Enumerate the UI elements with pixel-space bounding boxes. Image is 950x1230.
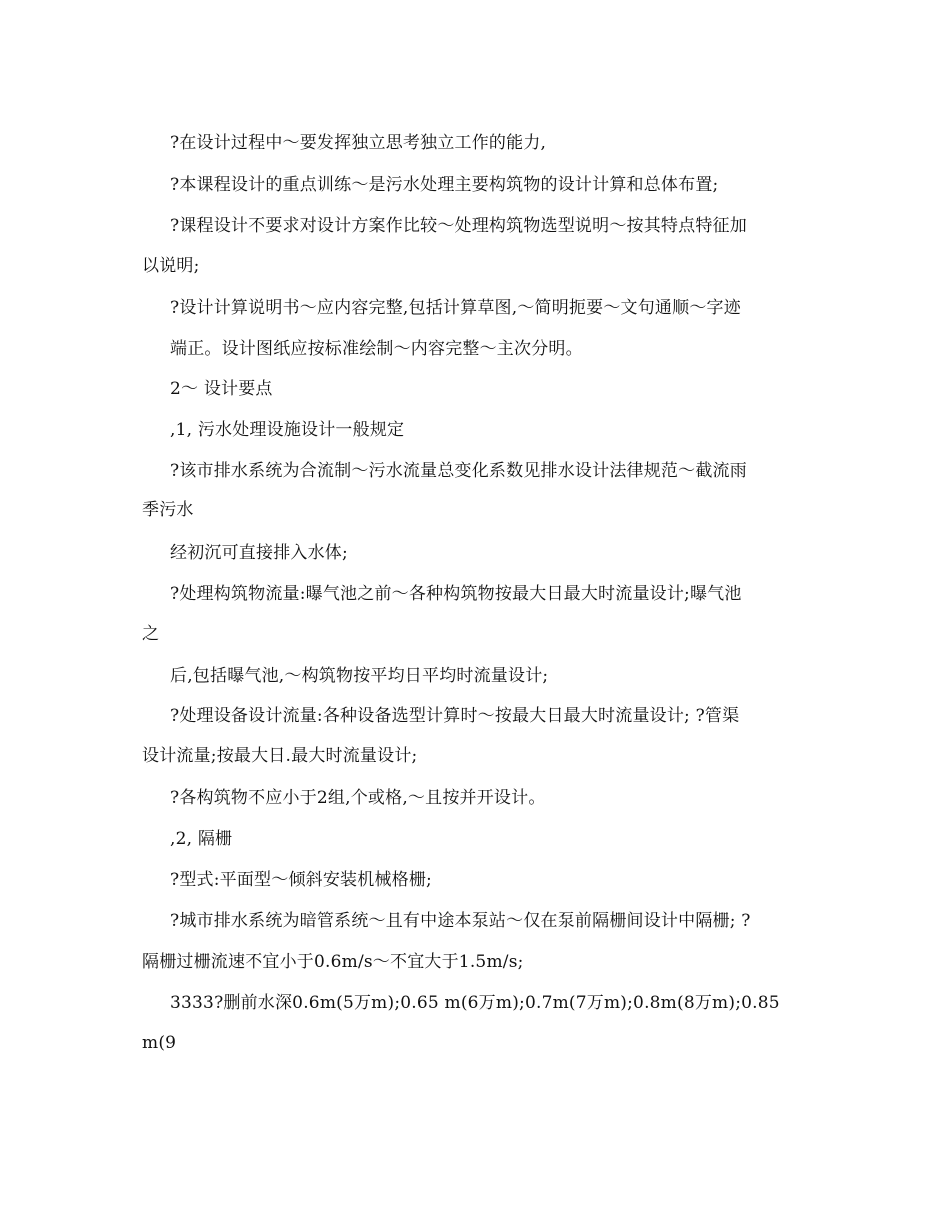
text-line: ?在设计过程中～要发挥独立思考独立工作的能力, xyxy=(170,133,547,153)
subsection-heading: ,2, 隔栅 xyxy=(170,829,233,849)
text-line: ?各构筑物不应小于2组,个或格,～且按并开设计。 xyxy=(170,788,546,808)
text-line: 以说明; xyxy=(142,256,200,276)
text-line: ?设计计算说明书～应内容完整,包括计算草图,～简明扼要～文句通顺～字迹 xyxy=(170,298,741,318)
text-line: ?本课程设计的重点训练～是污水处理主要构筑物的设计计算和总体布置; xyxy=(170,175,719,195)
text-line: 设计流量;按最大日.最大时流量设计; xyxy=(142,746,418,766)
text-line: ?处理设备设计流量:各种设备选型计算时～按最大日最大时流量设计; ?管渠 xyxy=(170,706,740,726)
subsection-heading: ,1, 污水处理设施设计一般规定 xyxy=(170,420,405,440)
text-line: 隔栅过栅流速不宜小于0.6m/s～不宜大于1.5m/s; xyxy=(142,952,524,972)
text-line: ?课程设计不要求对设计方案作比较～处理构筑物选型说明～按其特点特征加 xyxy=(170,216,747,236)
text-line: m(9 xyxy=(142,1033,177,1053)
text-line: ?该市排水系统为合流制～污水流量总变化系数见排水设计法律规范～截流雨 xyxy=(170,461,747,481)
text-line: 3333?删前水深0.6m(5万m);0.65 m(6万m);0.7m(7万m);0.8m(8万m);0.85 xyxy=(170,993,780,1013)
text-line: ?型式:平面型～倾斜安装机械格栅; xyxy=(170,870,432,890)
text-line: 季污水 xyxy=(142,500,194,520)
section-heading: 2～ 设计要点 xyxy=(170,379,273,399)
text-line: ?城市排水系统为暗管系统～且有中途本泵站～仅在泵前隔栅间设计中隔栅; ? xyxy=(170,911,751,931)
text-line: 之 xyxy=(142,624,160,644)
text-line: ?处理构筑物流量:曝气池之前～各种构筑物按最大日最大时流量设计;曝气池 xyxy=(170,584,742,604)
text-line: 后,包括曝气池,～构筑物按平均日平均时流量设计; xyxy=(170,666,549,686)
text-line: 端正。设计图纸应按标准绘制～内容完整～主次分明。 xyxy=(170,339,583,359)
text-line: 经初沉可直接排入水体; xyxy=(170,543,348,563)
